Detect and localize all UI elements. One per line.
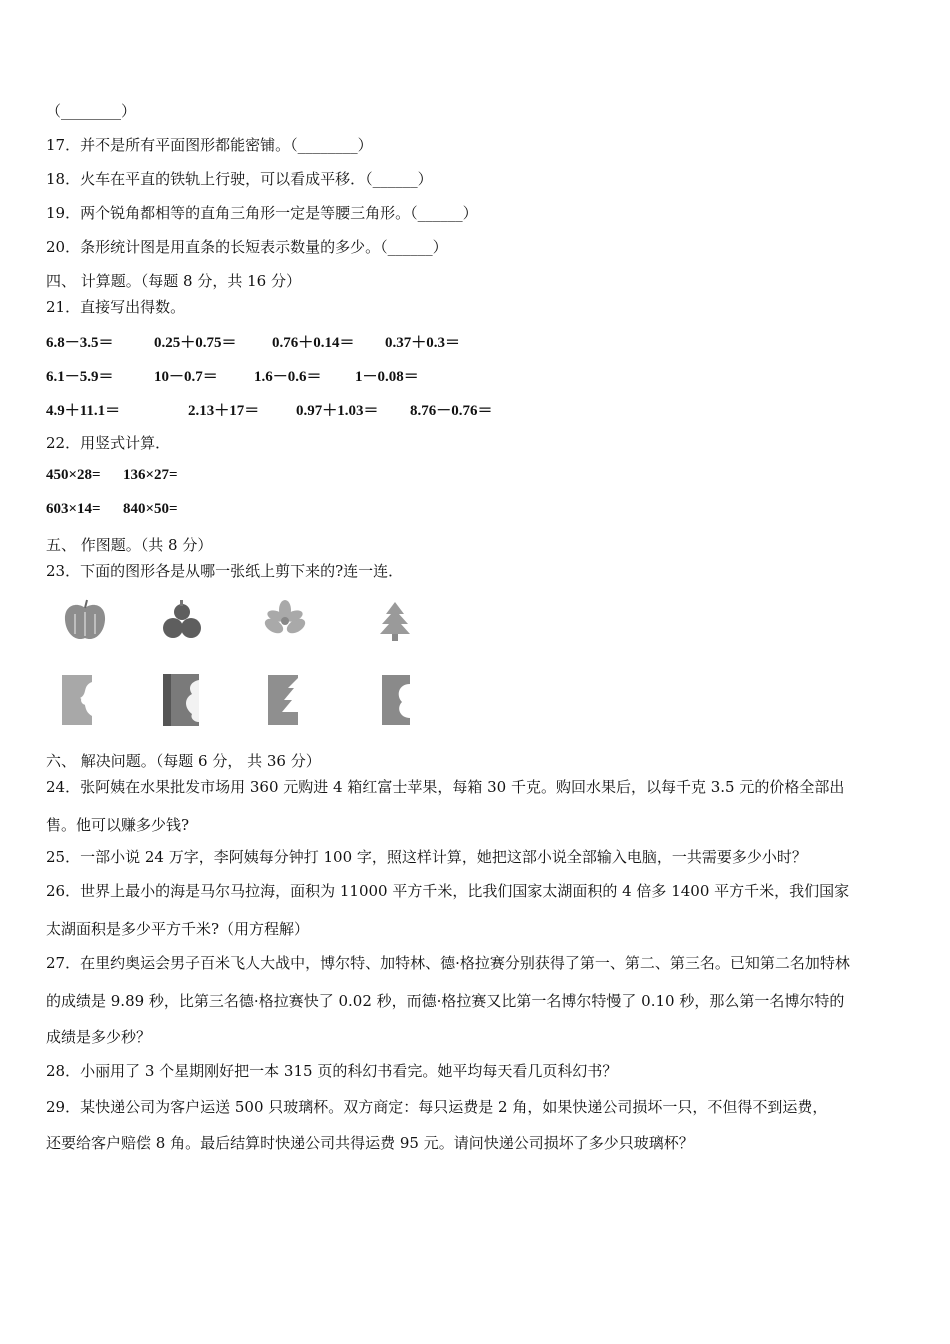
section-5-heading: 五、 作图题。（共 8 分） bbox=[46, 536, 213, 554]
calc-1-3: 0.76＋0.14＝ bbox=[272, 335, 355, 351]
problem-26-line-2: 太湖面积是多少平方千米?（用方程解） bbox=[46, 920, 310, 938]
problem-25: 25．一部小说 24 万字，李阿姨每分钟打 100 字，照这样计算，她把这部小说全部输入电脑，一共需要多少小时？ bbox=[46, 848, 807, 866]
section-6-heading: 六、 解决问题。（每题 6 分， 共 36 分） bbox=[46, 752, 321, 770]
problem-26-line-1: 26．世界上最小的海是马尔马拉海，面积为 11000 平方千米，比我们国家太湖面积的 4 倍多 1400 平方千米，我们国家 bbox=[46, 882, 850, 900]
problem-28: 28．小丽用了 3 个星期刚好把一本 315 页的科幻书看完。她平均每天看几页科幻书？ bbox=[46, 1062, 618, 1080]
problem-27-line-3: 成绩是多少秒？ bbox=[46, 1028, 152, 1046]
calc-3-1: 4.9＋11.1＝ bbox=[46, 403, 121, 419]
question-23-title: 23．下面的图形各是从哪一张纸上剪下来的?连一连． bbox=[46, 562, 404, 580]
vertical-calc-4: 840×50= bbox=[123, 501, 178, 517]
calc-1-1: 6.8－3.5＝ bbox=[46, 335, 114, 351]
gourd-shape bbox=[160, 598, 204, 644]
section-4-heading: 四、 计算题。（每题 8 分，共 16 分） bbox=[46, 272, 301, 290]
paper-cut-gourd bbox=[160, 672, 204, 728]
problem-29-line-1: 29．某快递公司为客户运送 500 只玻璃杯。双方商定：每只运费是 2 角，如果快递公司损坏一只，不但得不到运费， bbox=[46, 1098, 828, 1116]
problem-27-line-2: 的成绩是 9.89 秒，比第三名德·格拉赛快了 0.02 秒，而德·格拉赛又比第一名博尔特慢了 0.10 秒，那么第一名博尔特的 bbox=[46, 992, 845, 1010]
calc-1-2: 0.25＋0.75＝ bbox=[154, 335, 237, 351]
vertical-calc-3: 603×14= bbox=[46, 501, 101, 517]
problem-24-line-1: 24．张阿姨在水果批发市场用 360 元购进 4 箱红富士苹果，每箱 30 千克。购回水果后，以每千克 3.5 元的价格全部出 bbox=[46, 778, 845, 796]
question-20: 20．条形统计图是用直条的长短表示数量的多少。（______） bbox=[46, 238, 448, 256]
paper-cut-tree bbox=[264, 672, 304, 728]
calc-3-3: 0.97＋1.03＝ bbox=[296, 403, 379, 419]
question-17: 17．并不是所有平面图形都能密铺。（________） bbox=[46, 136, 373, 154]
question-21-title: 21．直接写出得数。 bbox=[46, 298, 186, 316]
vertical-calc-1: 450×28= bbox=[46, 467, 101, 483]
paper-cut-apple bbox=[378, 672, 418, 728]
calc-3-4: 8.76－0.76＝ bbox=[410, 403, 493, 419]
calc-2-1: 6.1－5.9＝ bbox=[46, 369, 114, 385]
problem-24-line-2: 售。他可以赚多少钱? bbox=[46, 816, 190, 834]
apple-shape bbox=[60, 598, 110, 644]
problem-29-line-2: 还要给客户赔偿 8 角。最后结算时快递公司共得运费 95 元。请问快递公司损坏了多少只玻璃杯？ bbox=[46, 1134, 694, 1152]
calc-1-4: 0.37＋0.3＝ bbox=[385, 335, 461, 351]
calc-2-4: 1－0.08＝ bbox=[355, 369, 419, 385]
q16-answer-blank: （________） bbox=[46, 102, 137, 120]
problem-27-line-1: 27．在里约奥运会男子百米飞人大战中，博尔特、加特林、德·格拉赛分别获得了第一、第二、第三名。已知第二名加特林 bbox=[46, 954, 850, 972]
flower-shape bbox=[262, 598, 308, 644]
question-18: 18．火车在平直的铁轨上行驶，可以看成平移．（______） bbox=[46, 170, 433, 188]
question-22-title: 22．用竖式计算． bbox=[46, 434, 171, 452]
question-19: 19．两个锐角都相等的直角三角形一定是等腰三角形。（______） bbox=[46, 204, 478, 222]
calc-2-2: 10－0.7＝ bbox=[154, 369, 218, 385]
vertical-calc-2: 136×27= bbox=[123, 467, 178, 483]
calc-3-2: 2.13＋17＝ bbox=[188, 403, 260, 419]
paper-cut-flower bbox=[60, 672, 100, 728]
tree-shape bbox=[372, 598, 418, 644]
calc-2-3: 1.6－0.6＝ bbox=[254, 369, 322, 385]
